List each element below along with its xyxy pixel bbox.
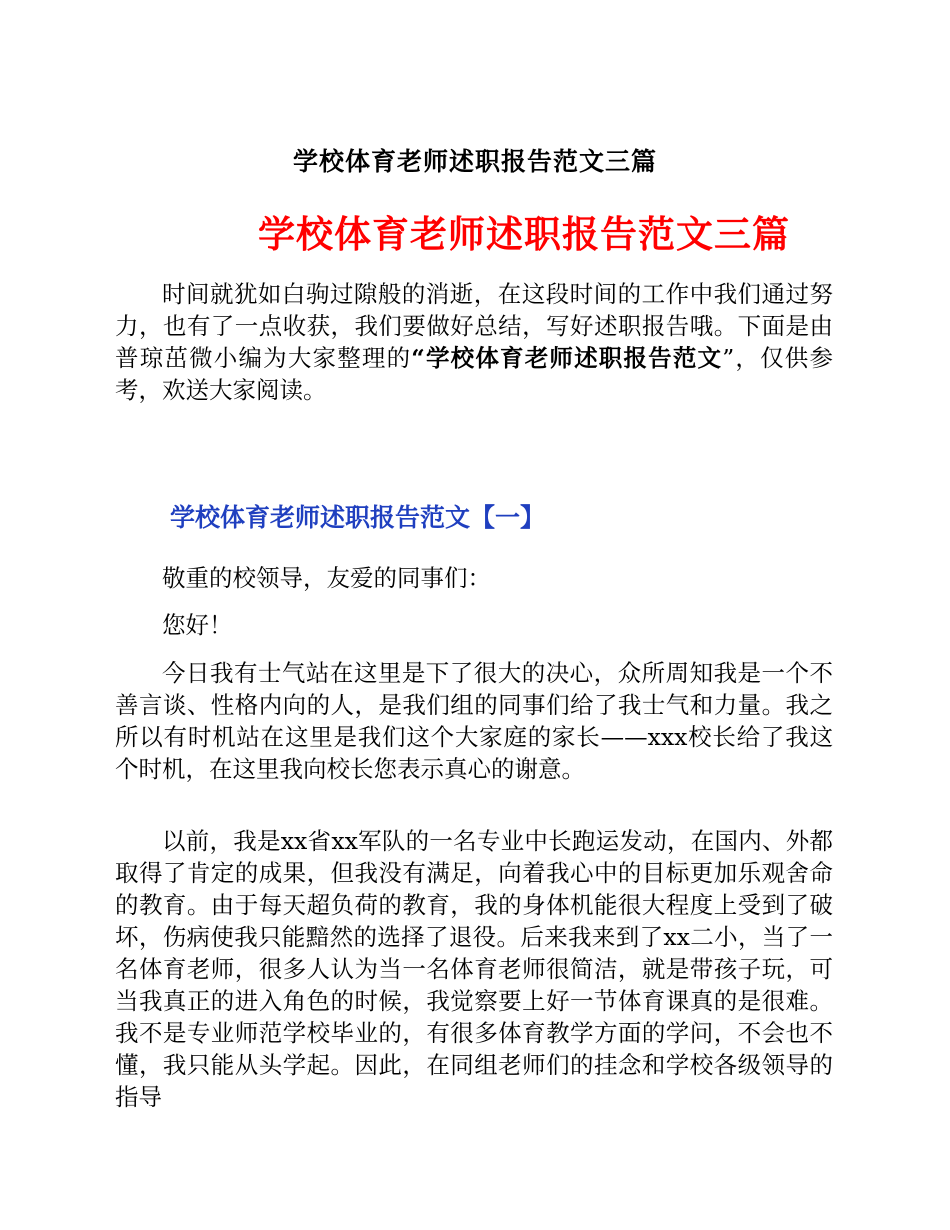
document-header-title: 学校体育老师述职报告范文三篇 — [292, 147, 657, 176]
hello-line: 您好！ — [162, 611, 233, 639]
intro-bold-title: “学校体育老师述职报告范文 — [411, 344, 723, 372]
intro-text-before: 时间就犹如白驹过隙般的消逝，在这段时间的工作中我们通过努力，也有了一点收获，我们要做好总结，写好述职报告哦。下面是由普琼茁微小编为大家整理的 — [115, 280, 833, 372]
intro-text-after: ”，仅供参考，欢送大家阅读。 — [115, 344, 834, 404]
body-paragraph-1: 今日我有士气站在这里是下了很大的决心，众所周知我是一个不善言谈、性格内向的人，是我们组的同事们给了我士气和力量。我之所以有时机站在这里是我们这个大家庭的家长——xxx校长给了我这个时机，在这里我向校长您表示真心的谢意。 — [115, 659, 833, 783]
intro-paragraph — [115, 278, 833, 406]
main-title: 学校体育老师述职报告范文三篇 — [258, 212, 790, 256]
section-heading: 学校体育老师述职报告范文【一】 — [170, 503, 546, 532]
body-paragraph-2: 以前，我是xx省xx军队的一名专业中长跑运发动，在国内、外都取得了肯定的成果，但我没有满足，向着我心中的目标更加乐观舍命的教育。由于每天超负荷的教育，我的身体机能很大程度上受到了破坏，伤病使我只能黯然的选择了退役。后来我来到了xx二小，当了一名体育老师，很多人认为当一名体育老师很简洁，就是带孩子玩，可当我真正的进入角色的时候，我觉察要上好一节体育课真的是很难。我不是专业师范学校毕业的，有很多体育教学方面的学问，不会也不懂，我只能从头学起。因此，在同组老师们的挂念和学校各级领导的指导 — [115, 827, 833, 1111]
greeting-line: 敬重的校领导，友爱的同事们： — [162, 564, 491, 592]
